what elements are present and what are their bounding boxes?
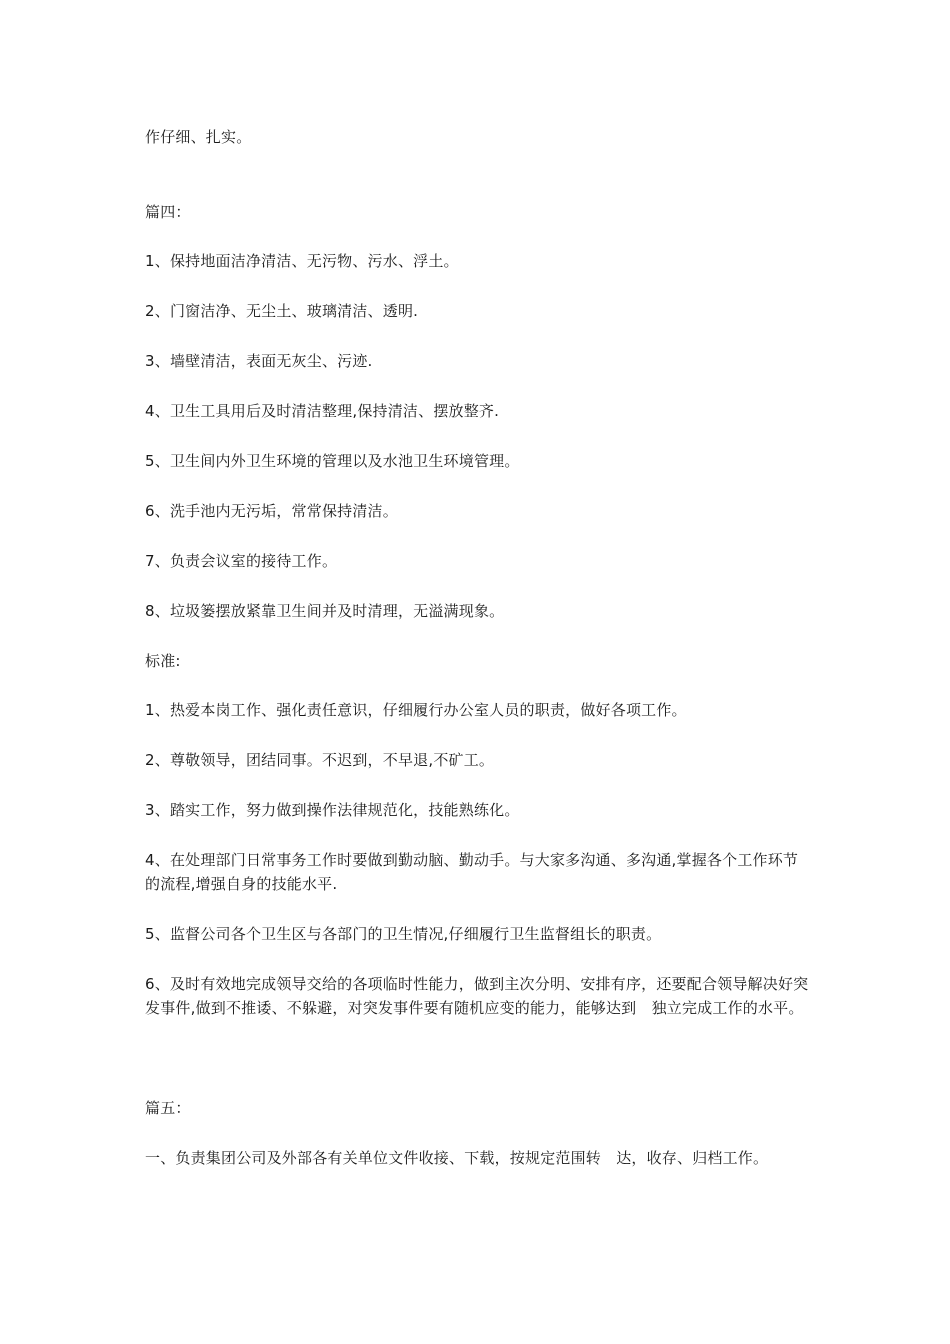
section-heading-5: 篇五： [145,1099,191,1117]
section5-item-1: 一、负责集团公司及外部各有关单位文件收接、下载，按规定范围转 达，收存、归档工作。 [145,1149,769,1167]
standards-item-2: 2、尊敬领导，团结同事。不迟到，不早退,不矿工。 [145,751,495,769]
section4-item-2: 2、门窗洁净、无尘土、玻璃清洁、透明. [145,302,419,320]
continuation-text: 作仔细、扎实。 [145,128,252,146]
section4-item-7: 7、负责会议室的接待工作。 [145,552,338,570]
standards-item-4: 4、在处理部门日常事务工作时要做到勤动脑、勤动手。与大家多沟通、多沟通,掌握各个工作环节的流程,增强自身的技能水平. [145,851,799,893]
standards-heading: 标准: [145,652,181,670]
section4-item-1: 1、保持地面洁净清洁、无污物、污水、浮土。 [145,252,459,270]
section-heading-4: 篇四： [145,203,191,221]
standards-item-1: 1、热爱本岗工作、强化责任意识，仔细履行办公室人员的职责，做好各项工作。 [145,701,687,719]
standards-item-5: 5、监督公司各个卫生区与各部门的卫生情况,仔细履行卫生监督组长的职责。 [145,925,662,943]
section4-item-4: 4、卫生工具用后及时清洁整理,保持清洁、摆放整齐. [145,402,500,420]
section4-item-3: 3、墙壁清洁，表面无灰尘、污迹. [145,352,373,370]
section4-item-6: 6、洗手池内无污垢，常常保持清洁。 [145,502,398,520]
standards-item-6: 6、及时有效地完成领导交给的各项临时性能力，做到主次分明、安排有序，还要配合领导解决好突发事件,做到不推诿、不躲避，对突发事件要有随机应变的能力，能够达到 独立完成工作的水平。 [145,975,809,1017]
standards-item-3: 3、踏实工作，努力做到操作法律规范化，技能熟练化。 [145,801,520,819]
section4-item-5: 5、卫生间内外卫生环境的管理以及水池卫生环境管理。 [145,452,520,470]
section4-item-8: 8、垃圾篓摆放紧靠卫生间并及时清理，无溢满现象。 [145,602,505,620]
